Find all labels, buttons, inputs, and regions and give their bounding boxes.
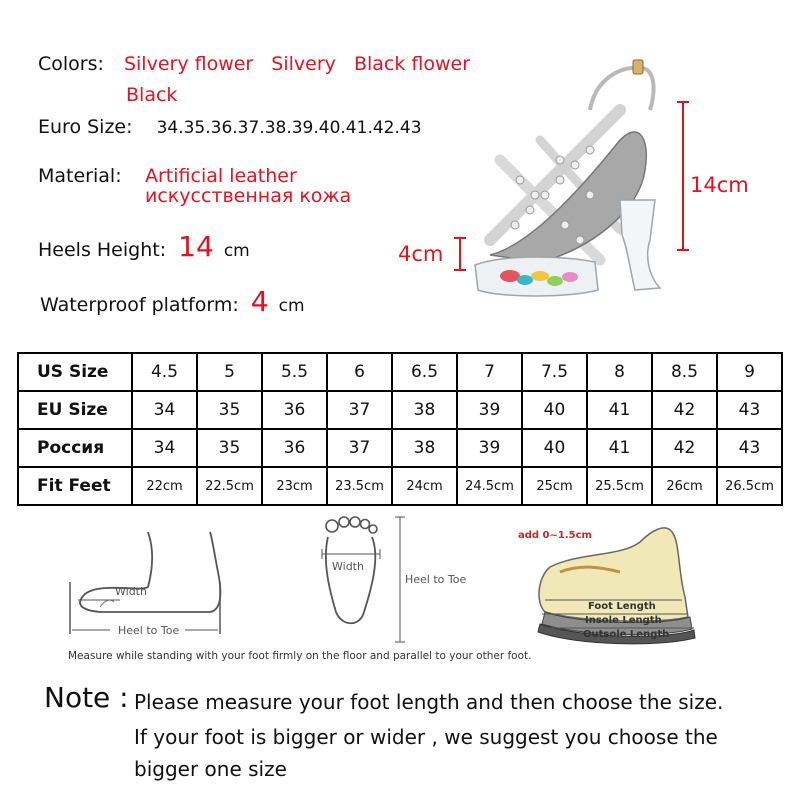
size-cell: 34 — [132, 429, 197, 467]
size-cell: 42 — [652, 391, 717, 429]
note-line-2: If your foot is bigger or wider , we suggest you choose the — [134, 725, 718, 749]
color-option: Black flower — [353, 53, 471, 75]
platform-dimension-mark — [452, 236, 468, 272]
size-cell: 37 — [327, 391, 392, 429]
material-ru: искусственная кожа — [145, 185, 352, 207]
size-cell: 6 — [327, 353, 392, 391]
colors-label: Colors: — [38, 53, 104, 75]
heels-row — [38, 230, 250, 263]
size-cell: 41 — [587, 391, 652, 429]
platform-unit: cm — [278, 296, 305, 316]
note-line-1: Please measure your foot length and then choose the size. — [134, 690, 724, 714]
height-dimension-mark — [675, 100, 691, 252]
width-label: Width — [115, 585, 147, 598]
size-cell: 24.5cm — [457, 467, 522, 505]
size-cell: 23cm — [262, 467, 327, 505]
foot-measurement-diagrams — [60, 512, 760, 670]
foot-top-view-diagram — [322, 517, 466, 642]
platform-label: Waterproof platform: — [40, 294, 239, 316]
size-cell: 38 — [392, 429, 457, 467]
size-cell: 22.5cm — [197, 467, 262, 505]
size-cell: 4.5 — [132, 353, 197, 391]
size-cell: 22cm — [132, 467, 197, 505]
size-cell: 25.5cm — [587, 467, 652, 505]
size-cell: 38 — [392, 391, 457, 429]
size-cell: 7 — [457, 353, 522, 391]
size-cell: 8 — [587, 353, 652, 391]
width-label-2: Width — [332, 560, 364, 573]
size-chart-table — [17, 352, 783, 506]
size-cell: 40 — [522, 391, 587, 429]
outsole-length-label: Outsole Length — [583, 629, 670, 640]
size-table-row — [18, 467, 782, 505]
size-row-label: EU Size — [18, 391, 132, 429]
shoe-length-diagram — [518, 528, 695, 644]
size-table-row — [18, 391, 782, 429]
size-cell: 43 — [717, 429, 782, 467]
note-line-3: bigger one size — [134, 757, 287, 781]
size-cell: 39 — [457, 391, 522, 429]
size-cell: 6.5 — [392, 353, 457, 391]
size-cell: 41 — [587, 429, 652, 467]
size-row-label: Россия — [18, 429, 132, 467]
insole-length-label: Insole Length — [585, 615, 662, 626]
size-row-label: Fit Feet — [18, 467, 132, 505]
size-cell: 24cm — [392, 467, 457, 505]
size-cell: 5.5 — [262, 353, 327, 391]
measure-caption: Measure while standing with your foot firmly on the floor and parallel to your other foot. — [68, 650, 532, 662]
size-table-row — [18, 353, 782, 391]
size-cell: 26.5cm — [717, 467, 782, 505]
size-cell: 37 — [327, 429, 392, 467]
euro-size-row — [38, 116, 422, 138]
colors-row — [38, 53, 470, 75]
foot-side-view-diagram — [70, 532, 220, 637]
size-cell: 36 — [262, 429, 327, 467]
heels-value: 14 — [178, 230, 214, 263]
size-cell: 39 — [457, 429, 522, 467]
size-row-label: US Size — [18, 353, 132, 391]
size-cell: 43 — [717, 391, 782, 429]
size-cell: 34 — [132, 391, 197, 429]
size-cell: 23.5cm — [327, 467, 392, 505]
platform-value: 4 — [250, 285, 269, 318]
heels-unit: cm — [223, 241, 250, 261]
euro-size-label: Euro Size: — [38, 116, 133, 138]
size-cell: 36 — [262, 391, 327, 429]
foot-length-label: Foot Length — [588, 601, 656, 612]
size-cell: 35 — [197, 391, 262, 429]
material-en: Artificial leather — [145, 165, 297, 187]
note-title: Note : — [44, 681, 129, 714]
platform-dimension-label: 4cm — [398, 242, 444, 266]
size-table-row — [18, 429, 782, 467]
size-cell: 25cm — [522, 467, 587, 505]
color-option: Silvery flower — [123, 53, 254, 75]
size-cell: 26cm — [652, 467, 717, 505]
size-cell: 8.5 — [652, 353, 717, 391]
size-cell: 35 — [197, 429, 262, 467]
color-option: Black — [126, 84, 178, 106]
size-cell: 42 — [652, 429, 717, 467]
add-label: add 0~1.5cm — [518, 530, 592, 541]
size-cell: 5 — [197, 353, 262, 391]
size-cell: 9 — [717, 353, 782, 391]
heel-to-toe-label-2: Heel to Toe — [405, 573, 467, 586]
height-dimension-label: 14cm — [690, 173, 749, 197]
heels-label: Heels Height: — [38, 239, 167, 261]
heel-to-toe-label: Heel to Toe — [118, 624, 180, 637]
sandal-image — [470, 40, 670, 300]
euro-size-value: 34.35.36.37.38.39.40.41.42.43 — [156, 118, 422, 138]
size-cell: 7.5 — [522, 353, 587, 391]
color-option: Silvery — [271, 53, 336, 75]
size-cell: 40 — [522, 429, 587, 467]
material-label: Material: — [38, 165, 122, 187]
platform-row — [40, 285, 305, 318]
